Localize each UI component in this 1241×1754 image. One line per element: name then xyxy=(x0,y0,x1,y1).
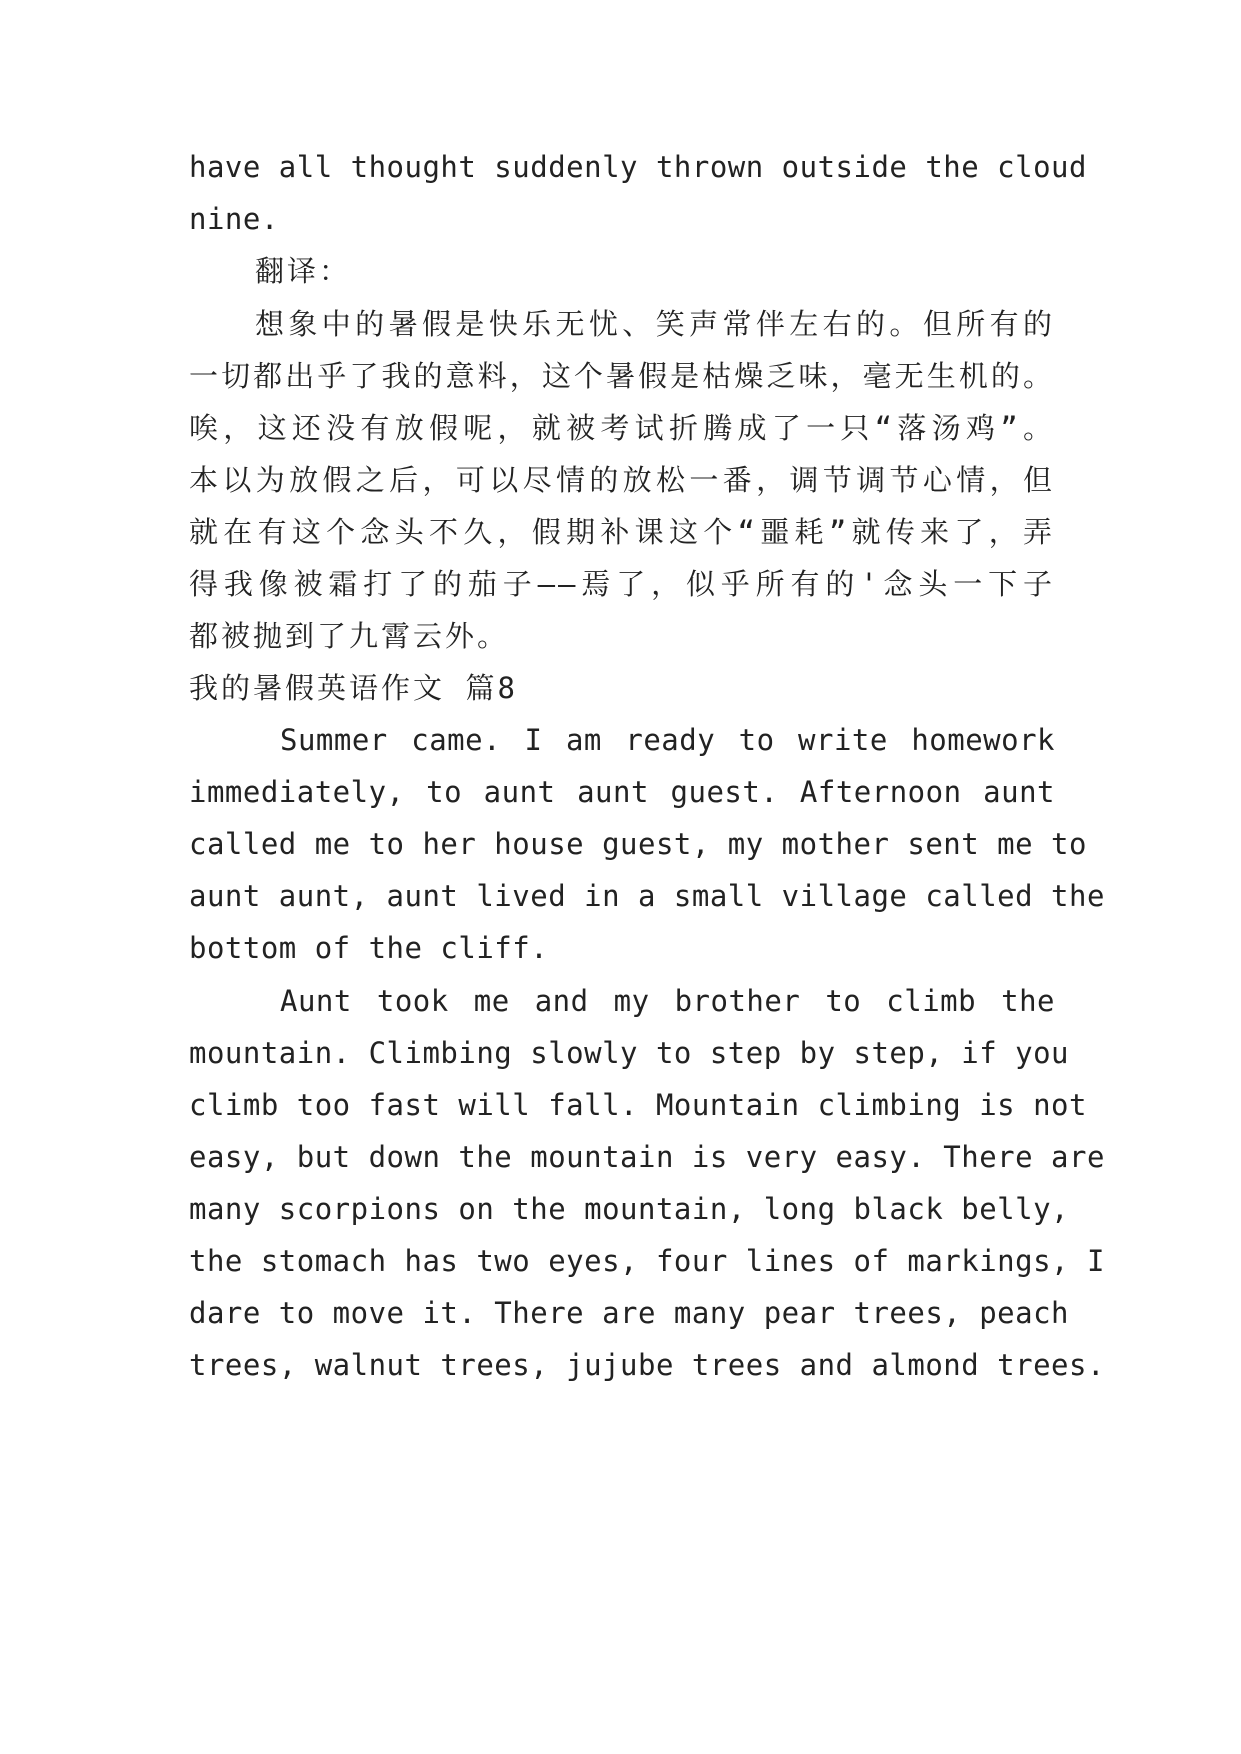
paragraph-line: climb too fast will fall. Mountain climbing is not xyxy=(189,1088,1087,1122)
paragraph-line: 得我像被霜打了的茄子——焉了，似乎所有的'念头一下子 xyxy=(189,567,1055,601)
paragraph-line: 本以为放假之后，可以尽情的放松一番，调节调节心情，但 xyxy=(189,463,1055,497)
paragraph-line: 都被抛到了九霄云外。 xyxy=(189,619,510,653)
paragraph-line: 就在有这个念头不久，假期补课这个“噩耗”就传来了，弄 xyxy=(189,515,1055,549)
paragraph-line: 一切都出乎了我的意料，这个暑假是枯燥乏味，毫无生机的。 xyxy=(189,359,1055,393)
paragraph-line: Summer came. I am ready to write homework xyxy=(280,723,1055,757)
paragraph-line: immediately, to aunt aunt guest. Afternoon aunt xyxy=(189,775,1055,809)
section-heading: 我的暑假英语作文 篇8 xyxy=(189,671,518,705)
paragraph-line: aunt aunt, aunt lived in a small village called the xyxy=(189,879,1105,913)
paragraph-line: Aunt took me and my brother to climb the xyxy=(280,984,1055,1018)
paragraph-line: bottom of the cliff. xyxy=(189,931,549,965)
paragraph-line: called me to her house guest, my mother sent me to xyxy=(189,827,1087,861)
paragraph-line: mountain. Climbing slowly to step by step, if you xyxy=(189,1036,1070,1070)
paragraph-line: many scorpions on the mountain, long black belly, xyxy=(189,1192,1070,1226)
paragraph-line: trees, walnut trees, jujube trees and almond trees. xyxy=(189,1348,1105,1382)
paragraph-line: the stomach has two eyes, four lines of markings, I xyxy=(189,1244,1105,1278)
paragraph-line: easy, but down the mountain is very easy. There are xyxy=(189,1140,1105,1174)
paragraph-line: 唉，这还没有放假呢，就被考试折腾成了一只“落汤鸡”。 xyxy=(189,411,1055,445)
paragraph-line: dare to move it. There are many pear trees, peach xyxy=(189,1296,1070,1330)
paragraph-line: 想象中的暑假是快乐无忧、笑声常伴左右的。但所有的 xyxy=(255,307,1055,341)
paragraph-line: nine. xyxy=(189,202,279,236)
translation-label: 翻译： xyxy=(255,254,352,288)
paragraph-line: have all thought suddenly thrown outside the cloud xyxy=(189,150,1087,184)
